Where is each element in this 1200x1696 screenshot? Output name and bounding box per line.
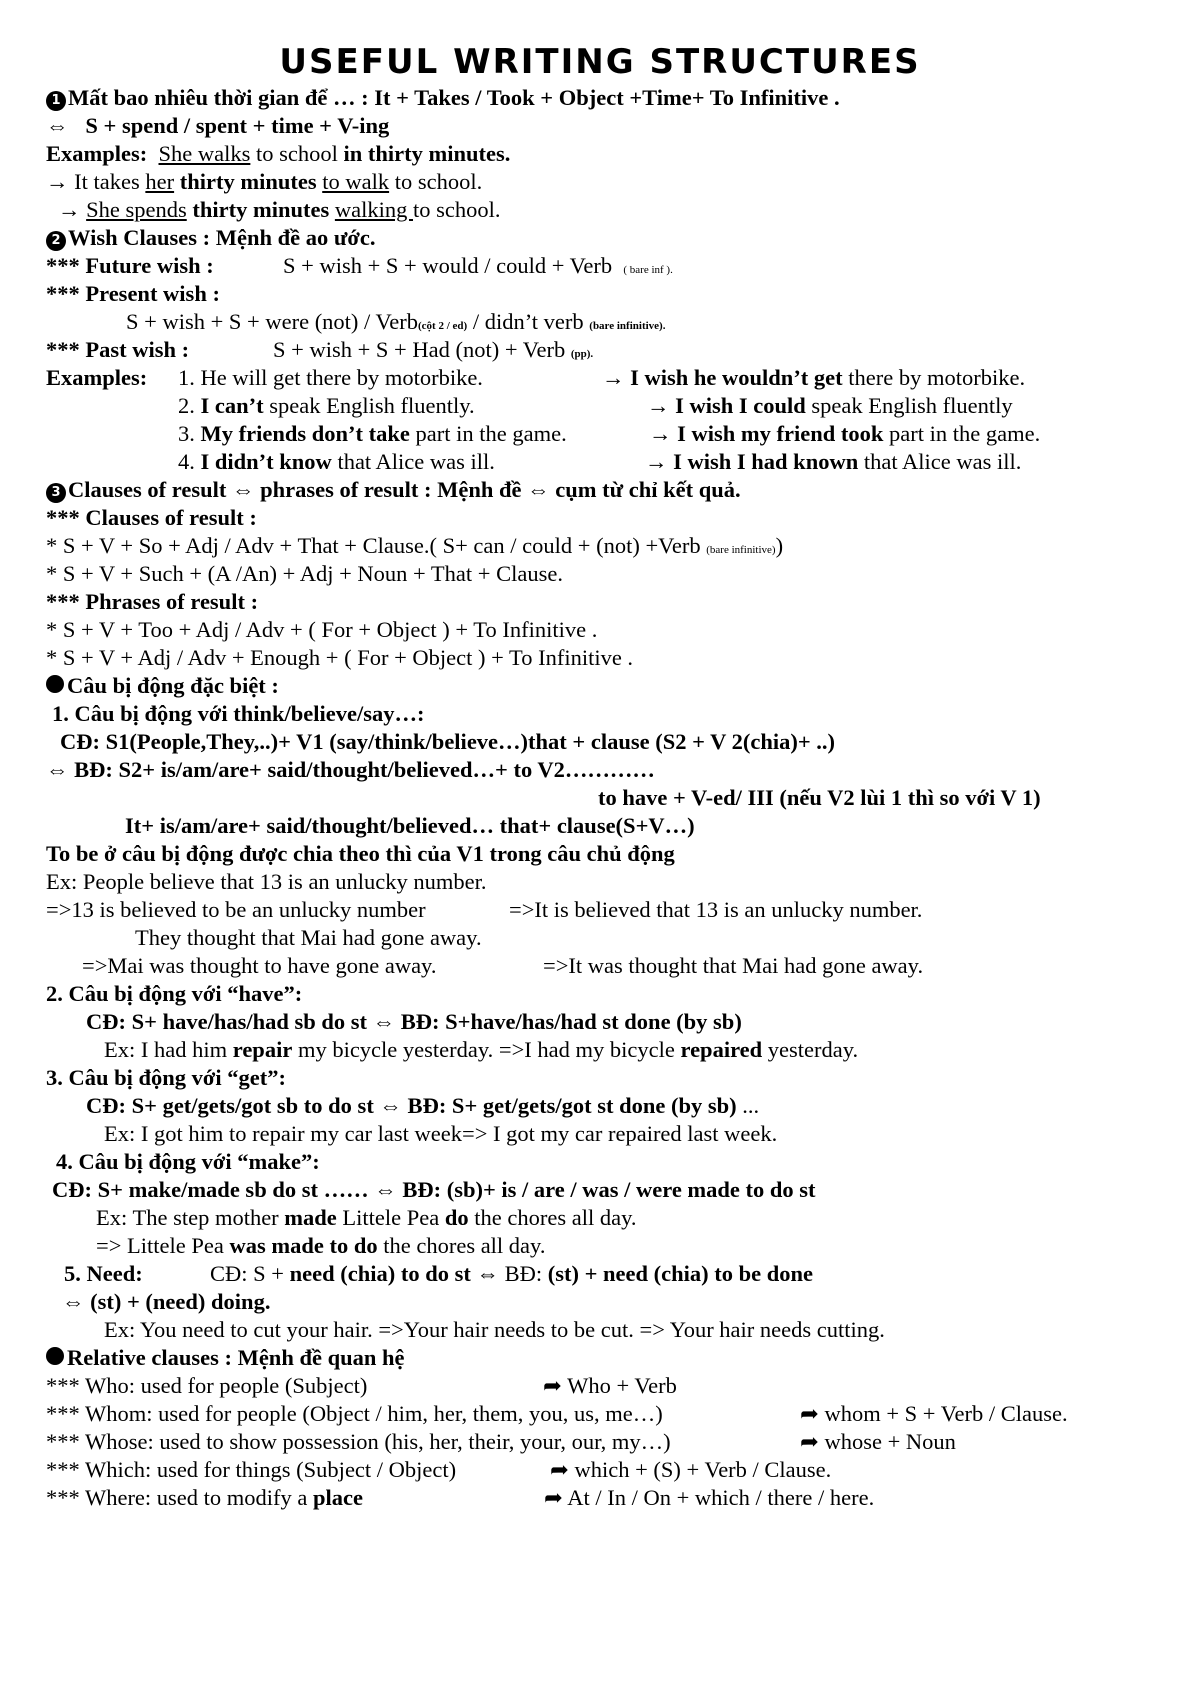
formula-text: ⇔ BĐ:: [470, 1261, 548, 1286]
s2-past-wish: [46, 336, 189, 364]
example-text: Littele Pea: [336, 1205, 445, 1230]
past-wish-label: *** Past wish :: [46, 337, 190, 362]
bold-text: (st) + need (chia) to be done: [547, 1261, 814, 1286]
examples-label: Examples:: [46, 365, 148, 390]
bold-text: place: [313, 1485, 364, 1510]
formula-note: (pp).: [570, 348, 594, 360]
example-text: Ex: The step mother: [96, 1205, 285, 1230]
example-text: my bicycle yesterday. =>I had my bicycle: [292, 1037, 681, 1062]
underlined-text: her: [145, 169, 175, 194]
numbered-bullet-icon: 3: [46, 483, 66, 503]
bold-text: do: [444, 1205, 469, 1230]
s2-examples-label: [46, 364, 147, 392]
example-text: Ex: I had him: [104, 1037, 233, 1062]
bold-text: need (chia) to do st: [289, 1261, 471, 1286]
example-text: that Alice was ill.: [331, 449, 495, 474]
examples-label: Examples:: [46, 141, 148, 166]
future-wish-formula: S + wish + S + would / could + Verb: [283, 253, 613, 278]
bold-text: I didn’t know: [200, 449, 332, 474]
s4-cd5-2: [62, 1288, 270, 1316]
s4-heading: Câu bị động đặc biệt :: [67, 673, 279, 698]
underlined-text: She spends: [86, 197, 187, 222]
s4-ex5: [96, 1204, 637, 1232]
s1-example-3: [58, 196, 501, 224]
right-arrow-icon: →: [645, 449, 668, 474]
formula-note: ( bare inf ).: [623, 264, 673, 276]
s5-r3-right: [800, 1428, 956, 1456]
example-text: Ex: You need to cut your hair. =>Your hair needs to be cut. => Your hair needs cutting.: [104, 1317, 885, 1342]
s4-ex3: [104, 1036, 858, 1064]
formula-text: * S + V + Too + Adj / Adv + ( For + Object ) + To Infinitive .: [46, 617, 598, 642]
s3-clauses-label: [46, 504, 257, 532]
example-text: yesterday.: [762, 1037, 859, 1062]
formula-text: * S + V + So + Adj / Adv + That + Clause.( S+ can / could + (not) +Verb: [46, 533, 707, 558]
clauses-of-result-label: *** Clauses of result :: [46, 505, 257, 530]
relative-clause-formula: Who + Verb: [567, 1373, 677, 1398]
bold-text: in thirty minutes.: [343, 141, 511, 166]
curved-arrow-icon: ➦: [800, 1429, 819, 1454]
s2-heading-line: [46, 224, 375, 252]
s4-ex2b: [543, 952, 923, 980]
right-arrow-icon: →: [46, 169, 69, 194]
example-text: =>It is believed that 13 is an unlucky number.: [509, 897, 923, 922]
s3-phrase-1: [46, 616, 597, 644]
example-text: the chores all day.: [377, 1233, 546, 1258]
s5-r1-left: [46, 1372, 367, 1400]
relative-clause-desc: *** Whom: used for people (Object / him, her, them, you, us, me…): [46, 1401, 663, 1426]
s4-sub2: [46, 980, 302, 1008]
s4-bd1c: [125, 812, 695, 840]
note-text: To be ở câu bị động được chia theo thì của V1 trong câu chủ động: [46, 841, 675, 866]
formula-note: (bare infinitive): [706, 544, 776, 556]
formula-note: (bare infinitive).: [589, 320, 666, 332]
example-text: =>Mai was thought to have gone away.: [82, 953, 437, 978]
s4-sub1: [52, 700, 425, 728]
s2-ex1-right: [602, 364, 1025, 392]
example-text: =>13 is believed to be an unlucky number: [46, 897, 426, 922]
bold-text: I wish I had known: [673, 449, 859, 474]
example-text: to school: [250, 141, 344, 166]
s2-heading: Wish Clauses : Mệnh đề ao ước.: [68, 225, 376, 250]
underlined-text: walking: [334, 197, 413, 222]
curved-arrow-icon: ➦: [544, 1485, 563, 1510]
example-number: 2.: [178, 393, 201, 418]
relative-clause-desc: *** Who: used for people (Subject): [46, 1373, 368, 1398]
numbered-bullet-icon: 2: [46, 231, 66, 251]
s1-example-2: [46, 168, 482, 196]
s4-note: [46, 840, 675, 868]
example-text: to school.: [389, 169, 483, 194]
relative-clause-desc: *** Which: used for things (Subject / Object): [46, 1457, 457, 1482]
example-text: speak English fluently.: [263, 393, 475, 418]
s4-ex7: [104, 1316, 885, 1344]
s2-ex1-left: [178, 364, 483, 392]
s1-heading-line: [46, 84, 840, 112]
relative-clause-formula: At / In / On + which / there / here.: [567, 1485, 875, 1510]
formula-text: CĐ: S1(People,They,..)+ V1 (say/think/believe…)that + clause (S2 + V 2(chia)+ ..): [60, 729, 836, 754]
example-text: Ex: I got him to repair my car last week=> I got my car repaired last week.: [104, 1121, 778, 1146]
example-text: that Alice was ill.: [858, 449, 1022, 474]
s4-cd3: [86, 1092, 759, 1120]
subheading: 1. Câu bị động với think/believe/say…:: [52, 701, 425, 726]
s1-heading: Mất bao nhiêu thời gian để … : It + Takes / Took + Object +Time+ To Infinitive .: [68, 85, 840, 110]
s4-cd2: [86, 1008, 742, 1036]
s4-bd1: [46, 756, 655, 784]
bold-text: My friends don’t take: [200, 421, 410, 446]
example-number: 3.: [178, 421, 201, 446]
s4-sub4: [56, 1148, 320, 1176]
s2-ex2-left: [178, 392, 475, 420]
relative-clause-formula: which + (S) + Verb / Clause.: [574, 1457, 832, 1482]
formula-text: ⇔ (st) + (need) doing.: [62, 1289, 271, 1314]
equiv-icon: ⇔: [46, 113, 69, 138]
right-arrow-icon: →: [647, 393, 670, 418]
formula-text: ...: [736, 1093, 760, 1118]
s5-r3-left: [46, 1428, 671, 1456]
page-title: USEFUL WRITING STRUCTURES: [279, 42, 921, 82]
s5-r5-right: [544, 1484, 874, 1512]
s1-equiv-formula: S + spend / spent + time + V-ing: [85, 113, 390, 138]
example-number: 4.: [178, 449, 201, 474]
phrases-of-result-label: *** Phrases of result :: [46, 589, 259, 614]
bold-text: thirty minutes: [186, 197, 335, 222]
example-text: =>It was thought that Mai had gone away.: [543, 953, 924, 978]
present-wish-label: *** Present wish :: [46, 281, 220, 306]
s5-heading: Relative clauses : Mệnh đề quan hệ: [67, 1345, 405, 1370]
bold-text: repaired: [680, 1037, 763, 1062]
s4-ex2: [135, 924, 482, 952]
formula-text: to have + V-ed/ III (nếu V2 lùi 1 thì so với V 1): [598, 785, 1041, 810]
s2-present-wish: [46, 280, 220, 308]
curved-arrow-icon: ➦: [550, 1457, 569, 1482]
bold-text: I wish I could: [675, 393, 806, 418]
subheading: 3. Câu bị động với “get”:: [46, 1065, 286, 1090]
s5-r4-left: [46, 1456, 456, 1484]
s4-cd5: [210, 1260, 813, 1288]
underlined-text: She walks: [158, 141, 251, 166]
right-arrow-icon: →: [602, 365, 625, 390]
s4-bd1b: [598, 784, 1041, 812]
s4-heading-line: [46, 672, 279, 700]
curved-arrow-icon: ➦: [800, 1401, 819, 1426]
example-text: the chores all day.: [468, 1205, 637, 1230]
formula-text: CĐ: S+ get/gets/got sb to do st ⇔ BĐ: S+ get/gets/got st done (by sb): [86, 1093, 737, 1118]
underlined-text: to walk: [322, 169, 390, 194]
s4-cd4: [52, 1176, 816, 1204]
example-text: They thought that Mai had gone away.: [135, 925, 482, 950]
past-wish-formula: S + wish + S + Had (not) + Verb: [273, 337, 571, 362]
bold-text: I wish he wouldn’t get: [630, 365, 843, 390]
right-arrow-icon: →: [58, 197, 81, 222]
bold-text: repair: [232, 1037, 293, 1062]
s2-ex4-left: [178, 448, 495, 476]
formula-text: * S + V + Such + (A /An) + Adj + Noun + That + Clause.: [46, 561, 563, 586]
s4-ex1b: [509, 896, 922, 924]
subheading: 2. Câu bị động với “have”:: [46, 981, 303, 1006]
formula-text: * S + V + Adj / Adv + Enough + ( For + Object ) + To Infinitive .: [46, 645, 634, 670]
relative-clause-formula: whose + Noun: [824, 1429, 956, 1454]
bold-text: was made to do: [229, 1233, 378, 1258]
example-text: part in the game.: [883, 421, 1041, 446]
s2-ex2-right: [647, 392, 1013, 420]
relative-clause-formula: whom + S + Verb / Clause.: [824, 1401, 1068, 1426]
s2-ex3-right: [649, 420, 1040, 448]
s2-present-formula: [126, 308, 665, 336]
example-text: Ex: People believe that 13 is an unlucky number.: [46, 869, 487, 894]
s3-clause-2: [46, 560, 563, 588]
formula-note: (cột 2 / ed): [418, 320, 468, 332]
s3-heading-line: [46, 476, 741, 504]
s5-r2-left: [46, 1400, 663, 1428]
s3-clause-1: [46, 532, 783, 560]
future-wish-label: *** Future wish :: [46, 253, 214, 278]
s2-ex3-left: [178, 420, 567, 448]
s4-cd1: [60, 728, 835, 756]
present-wish-formula-2: / didn’t verb: [467, 309, 590, 334]
s4-ex6: [96, 1232, 545, 1260]
s4-ex4: [104, 1120, 777, 1148]
formula-text: ): [775, 533, 784, 558]
s4-sub3: [46, 1064, 286, 1092]
bullet-dot-icon: [46, 1347, 64, 1365]
formula-text: It+ is/am/are+ said/thought/believed… that+ clause(S+V…): [125, 813, 695, 838]
s4-ex1: [46, 868, 487, 896]
bold-text: made: [284, 1205, 337, 1230]
s3-phrases-label: [46, 588, 258, 616]
s2-future-formula: [283, 252, 673, 280]
s3-heading: Clauses of result ⇔ phrases of result : Mệnh đề ⇔ cụm từ chỉ kết quả.: [68, 477, 741, 502]
example-text: to school.: [413, 197, 501, 222]
s5-r4-right: [550, 1456, 831, 1484]
s1-equiv-line: [46, 112, 389, 140]
curved-arrow-icon: ➦: [543, 1373, 562, 1398]
formula-text: ⇔ BĐ: S2+ is/am/are+ said/thought/believed…+ to V2…………: [46, 757, 655, 782]
s1-example-1: [46, 140, 510, 168]
s5-r2-right: [800, 1400, 1068, 1428]
example-text: It takes: [74, 169, 146, 194]
s2-future-wish: [46, 252, 214, 280]
subheading: 5. Need:: [64, 1261, 143, 1286]
example-text: 1. He will get there by motorbike.: [178, 365, 483, 390]
bold-text: thirty minutes: [174, 169, 323, 194]
numbered-bullet-icon: 1: [46, 91, 66, 111]
example-text: there by motorbike.: [842, 365, 1026, 390]
relative-clause-desc: *** Whose: used to show possession (his, her, their, your, our, my…): [46, 1429, 671, 1454]
s2-ex4-right: [645, 448, 1021, 476]
s3-phrase-2: [46, 644, 633, 672]
right-arrow-icon: →: [649, 421, 672, 446]
s5-heading-line: [46, 1344, 405, 1372]
formula-text: CĐ: S +: [210, 1261, 290, 1286]
subheading: 4. Câu bị động với “make”:: [56, 1149, 320, 1174]
example-text: => Littele Pea: [96, 1233, 230, 1258]
formula-text: CĐ: S+ have/has/had sb do st ⇔ BĐ: S+have/has/had st done (by sb): [86, 1009, 742, 1034]
bold-text: I can’t: [200, 393, 264, 418]
s4-ex2a: [82, 952, 436, 980]
present-wish-formula: S + wish + S + were (not) / Verb: [126, 309, 419, 334]
s4-ex1a: [46, 896, 426, 924]
s5-r1-right: [543, 1372, 677, 1400]
example-text: part in the game.: [409, 421, 567, 446]
example-text: speak English fluently: [805, 393, 1013, 418]
s5-r5-left: [46, 1484, 363, 1512]
bold-text: I wish my friend took: [677, 421, 884, 446]
bullet-dot-icon: [46, 675, 64, 693]
formula-text: CĐ: S+ make/made sb do st …… ⇔ BĐ: (sb)+ is / are / was / were made to do st: [52, 1177, 816, 1202]
s2-past-formula: [273, 336, 593, 364]
relative-clause-desc: *** Where: used to modify a: [46, 1485, 314, 1510]
s4-sub5: [64, 1260, 143, 1288]
